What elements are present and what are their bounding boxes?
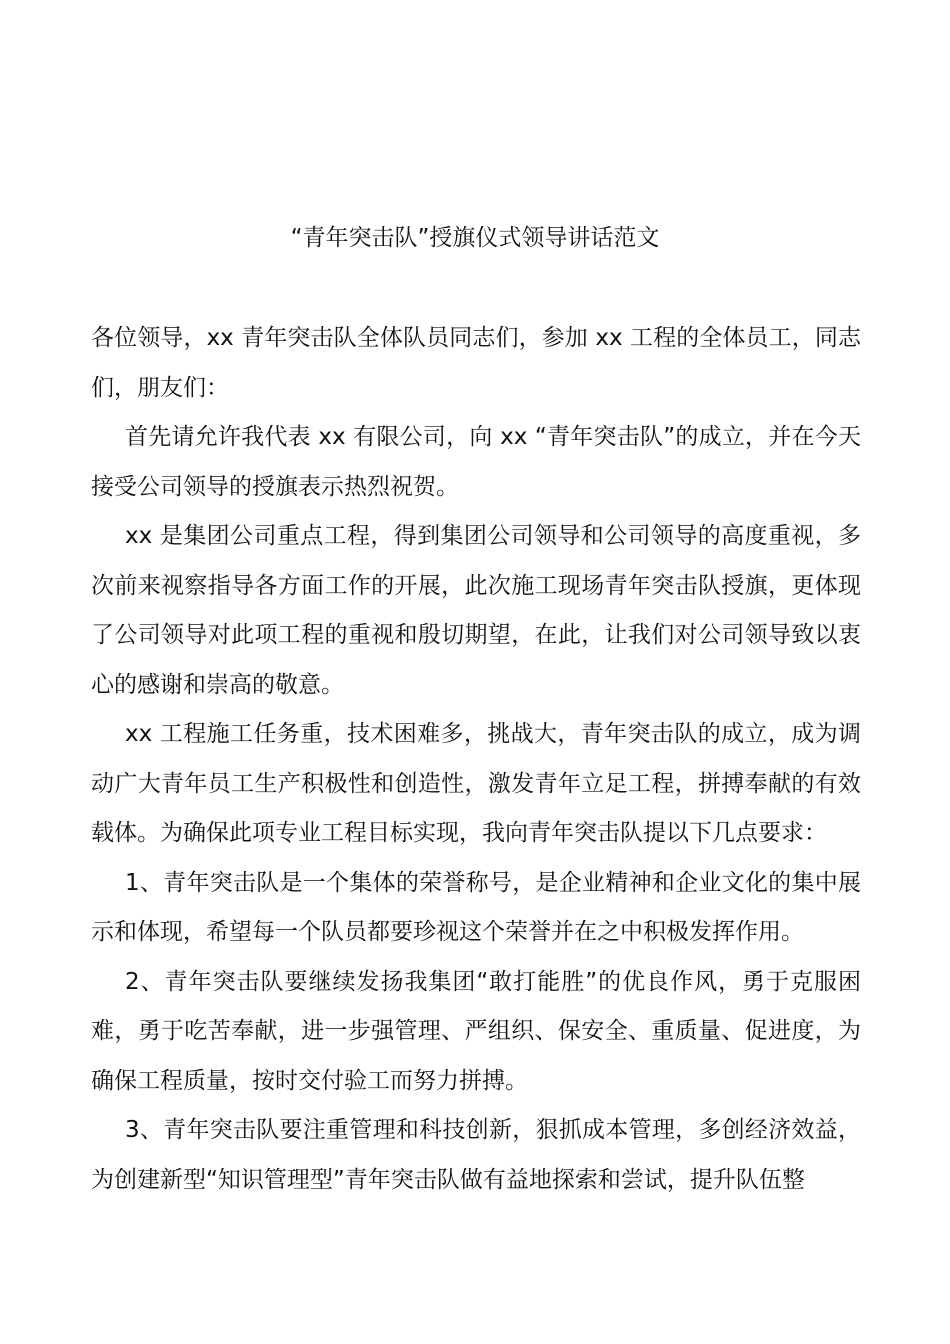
body-paragraph: 首先请允许我代表 xx 有限公司，向 xx “青年突击队”的成立，并在今天接受公司领导的授旗表示热烈祝贺。 bbox=[91, 424, 861, 500]
body-paragraph: xx 是集团公司重点工程，得到集团公司领导和公司领导的高度重视，多次前来视察指导各方面工作的开展，此次施工现场青年突击队授旗，更体现了公司领导对此项工程的重视和殷切期望，在此，让我们对公司领导致以衷心的感谢和崇高的敬意。 bbox=[91, 523, 861, 698]
salutation-paragraph: 各位领导，xx 青年突击队全体队员同志们，参加 xx 工程的全体员工，同志们，朋友们： bbox=[91, 325, 861, 401]
requirement-item-1: 1、青年突击队是一个集体的荣誉称号，是企业精神和企业文化的集中展示和体现，希望每一个队员都要珍视这个荣誉并在之中积极发挥作用。 bbox=[91, 869, 861, 945]
document-title: “青年突击队”授旗仪式领导讲话范文 bbox=[290, 225, 660, 251]
requirement-item-3: 3、青年突击队要注重管理和科技创新，狠抓成本管理，多创经济效益，为创建新型“知识管理型”青年突击队做有益地探索和尝试，提升队伍整 bbox=[91, 1117, 861, 1193]
document-body bbox=[91, 314, 861, 1205]
body-paragraph: xx 工程施工任务重，技术困难多，挑战大，青年突击队的成立，成为调动广大青年员工生产积极性和创造性，激发青年立足工程，拼搏奉献的有效载体。为确保此项专业工程目标实现，我向青年突击队提以下几点要求： bbox=[91, 721, 861, 846]
requirement-item-2: 2、青年突击队要继续发扬我集团“敢打能胜”的优良作风，勇于克服困难，勇于吃苦奉献，进一步强管理、严组织、保安全、重质量、促进度，为确保工程质量，按时交付验工而努力拼搏。 bbox=[91, 968, 861, 1094]
